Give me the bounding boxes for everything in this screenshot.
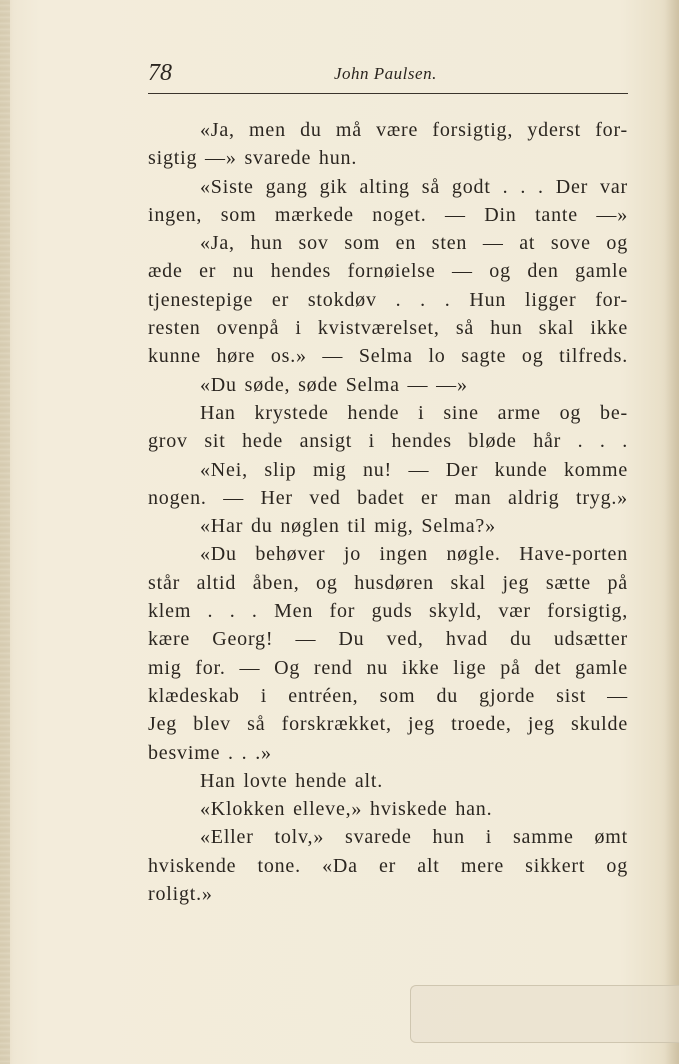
- text-line: «Siste gang gik alting så godt . . . Der var: [200, 175, 628, 198]
- library-stamp-outline: [410, 985, 679, 1043]
- text-line: «Ja, hun sov som en sten — at sove og: [200, 232, 628, 255]
- page-number: 78: [148, 60, 172, 86]
- text-line: æde er nu hendes fornøielse — og den gamle: [148, 260, 628, 283]
- text-line: ingen, som mærkede noget. — Din tante —»: [148, 203, 628, 226]
- text-line: «Ja, men du må være forsigtig, yderst for-: [200, 119, 628, 141]
- text-line: hviskende tone. «Da er alt mere sikkert og: [148, 854, 628, 877]
- text-line: «Nei, slip mig nu! — Der kunde komme: [200, 458, 628, 481]
- text-line: klædeskab i entréen, som du gjorde sist —: [148, 684, 628, 707]
- text-line: resten ovenpå i kvistværelset, så hun skal ikke: [148, 317, 628, 340]
- text-line: klem . . . Men for guds skyld, vær forsigtig,: [148, 600, 628, 623]
- text-line: grov sit hede ansigt i hendes bløde hår . . .: [148, 430, 628, 453]
- text-line: tjenestepige er stokdøv . . . Hun ligger for-: [148, 288, 628, 311]
- text-line: «Du behøver jo ingen nøgle. Have-porten: [200, 543, 628, 566]
- text-line: «Eller tolv,» svarede hun i samme ømt: [200, 826, 628, 849]
- page-right-edge: [665, 0, 679, 1064]
- text-line: nogen. — Her ved badet er man aldrig tryg.»: [148, 486, 628, 509]
- text-line: Jeg blev så forskrækket, jeg troede, jeg skulde: [148, 713, 628, 736]
- text-line: Han krystede hende i sine arme og be-: [200, 401, 628, 424]
- text-line: Han lovte hende alt.: [200, 769, 384, 792]
- text-line: «Klokken elleve,» hviskede han.: [200, 798, 493, 821]
- text-line: «Du søde, søde Selma — —»: [200, 373, 468, 396]
- page-binding-edge: [0, 0, 10, 1064]
- text-line: besvime . . .»: [148, 741, 272, 764]
- text-line: står altid åben, og husdøren skal jeg sætte på: [148, 571, 628, 594]
- text-line: kunne høre os.» — Selma lo sagte og tilfreds.: [148, 345, 628, 368]
- running-head: John Paulsen.: [334, 64, 437, 83]
- body-text: [148, 116, 628, 908]
- text-line: roligt.»: [148, 883, 213, 906]
- text-line: mig for. — Og rend nu ikke lige på det gamle: [148, 656, 628, 679]
- page-header: [148, 58, 628, 92]
- text-line: sigtig —» svarede hun.: [148, 147, 358, 170]
- text-line: «Har du nøglen til mig, Selma?»: [200, 515, 496, 538]
- header-rule: [148, 93, 628, 94]
- text-line: kære Georg! — Du ved, hvad du udsætter: [148, 628, 628, 651]
